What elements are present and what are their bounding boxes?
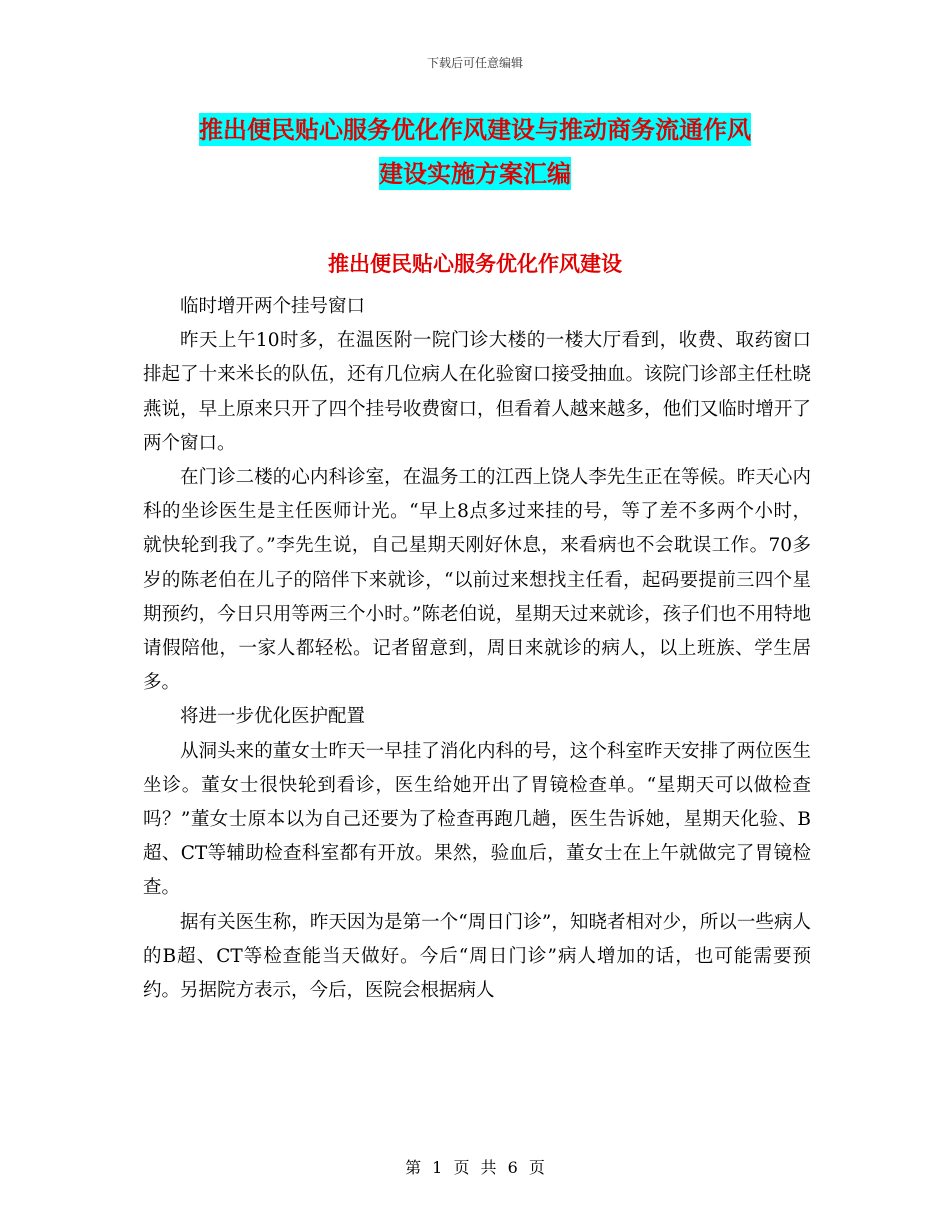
body-text <box>143 290 811 1008</box>
document-title-line-1: 推出便民贴心服务优化作风建设与推动商务流通作风 <box>199 115 751 144</box>
subheading-paragraph: 临时增开两个挂号窗口 <box>180 296 366 317</box>
body-paragraph: 昨天上午10时多，在温医附一院门诊大楼的一楼大厅看到，收费、取药窗口排起了十来米长的队伍，还有几位病人在化验窗口接受抽血。该院门诊部主任杜晓燕说，早上原来只开了四个挂号收费窗口，但看着人越来越多，他们又临时增开了两个窗口。 <box>143 330 811 454</box>
body-paragraph: 据有关医生称，昨天因为是第一个“周日门诊”，知晓者相对少，所以一些病人的B超、CT等检查能当天做好。今后“周日门诊”病人增加的话，也可能需要预约。另据院方表示，今后，医院会根据病人 <box>143 911 811 1002</box>
page-footer: 第 1 页 共 6 页 <box>405 1158 545 1177</box>
document-title-line-2: 建设实施方案汇编 <box>379 159 571 188</box>
document-title <box>140 108 810 196</box>
subheading-paragraph: 将进一步优化医护配置 <box>180 706 366 728</box>
section-title: 推出便民贴心服务优化作风建设 <box>328 251 622 276</box>
header-note: 下载后可任意编辑 <box>426 56 523 70</box>
body-paragraph: 在门诊二楼的心内科诊室，在温务工的江西上饶人李先生正在等候。昨天心内科的坐诊医生是主任医师计光。“早上8点多过来挂的号，等了差不多两个小时，就快轮到我了。”李先生说，自己星期天刚好休息，来看病也不会耽误工作。70多岁的陈老伯在儿子的陪伴下来就诊，“以前过来想找主任看，起码要提前三四个星期预约，今日只用等两三个小时。”陈老伯说，星期天过来就诊，孩子们也不用特地请假陪他，一家人都轻松。记者留意到，周日来就诊的病人，以上班族、学生居多。 <box>143 467 811 694</box>
body-paragraph: 从洞头来的董女士昨天一早挂了消化内科的号，这个科室昨天安排了两位医生坐诊。董女士很快轮到看诊，医生给她开出了胃镜检查单。“星期天可以做检查吗？”董女士原本以为自己还要为了检查再跑几趟，医生告诉她，星期天化验、B超、CT等辅助检查科室都有开放。果然，验血后，董女士在上午就做完了胃镜检查。 <box>143 740 811 899</box>
